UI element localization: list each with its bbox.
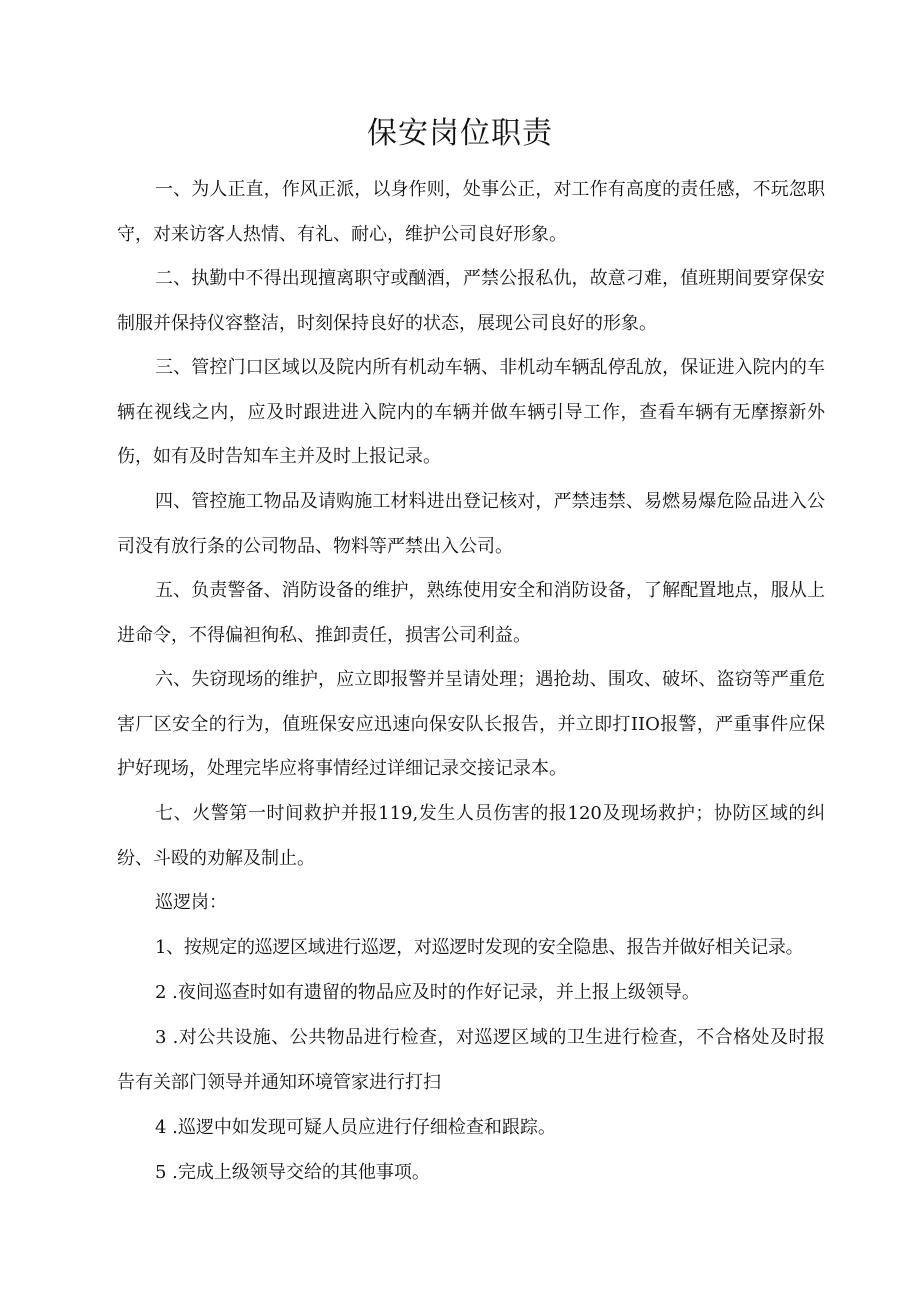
paragraph-2: 二、执勤中不得出现擅离职守或酗酒，严禁公报私仇，故意刁难，值班期间要穿保安制服并保持仪容整洁，时刻保持良好的状态，展现公司良好的形象。 [117,268,825,334]
patrol-item-4: 4 .巡逻中如发现可疑人员应进行仔细检查和跟踪。 [155,1117,556,1138]
patrol-item-5: 5 .完成上级领导交给的其他事项。 [155,1162,430,1183]
paragraph-6: 六、失窃现场的维护，应立即报警并呈请处理；遇抢劫、围攻、破坏、盗窃等严重危害厂区安全的行为，值班保安应迅速向保安队长报告，并立即打IIO报警，严重事件应保护好现场，处理完毕应将事情经过详细记录交接记录本。 [117,669,825,779]
paragraph-5: 五、负责警备、消防设备的维护，熟练使用安全和消防设备，了解配置地点，服从上进命令，不得偏袒徇私、推卸责任，损害公司利益。 [117,580,825,646]
paragraph-4: 四、管控施工物品及请购施工材料进出登记核对，严禁违禁、易燃易爆危险品进入公司没有放行条的公司物品、物料等严禁出入公司。 [117,491,825,557]
paragraph-7: 七、火警第一时间救护并报119,发生人员伤害的报120及现场救护；协防区域的纠纷、斗殴的劝解及制止。 [117,803,825,869]
paragraph-3: 三、管控门口区域以及院内所有机动车辆、非机动车辆乱停乱放，保证进入院内的车辆在视线之内，应及时跟进进入院内的车辆并做车辆引导工作，查看车辆有无摩擦新外伤，如有及时告知车主并及时上报记录。 [117,357,825,467]
paragraph-1: 一、为人正直，作风正派，以身作则，处事公正，对工作有高度的责任感，不玩忽职守，对来访客人热情、有礼、耐心，维护公司良好形象。 [117,179,825,245]
patrol-item-3: 3 .对公共设施、公共物品进行检查，对巡逻区域的卫生进行检查，不合格处及时报告有关部门领导并通知环境管家进行打扫 [117,1027,825,1093]
patrol-item-2: 2 .夜间巡查时如有遗留的物品应及时的作好记录，并上报上级领导。 [155,982,700,1003]
patrol-item-1: 1、按规定的巡逻区域进行巡逻，对巡逻时发现的安全隐患、报告并做好相关记录。 [155,937,804,958]
patrol-heading: 巡逻岗： [155,892,227,913]
page-title: 保安岗位职责 [367,116,553,151]
